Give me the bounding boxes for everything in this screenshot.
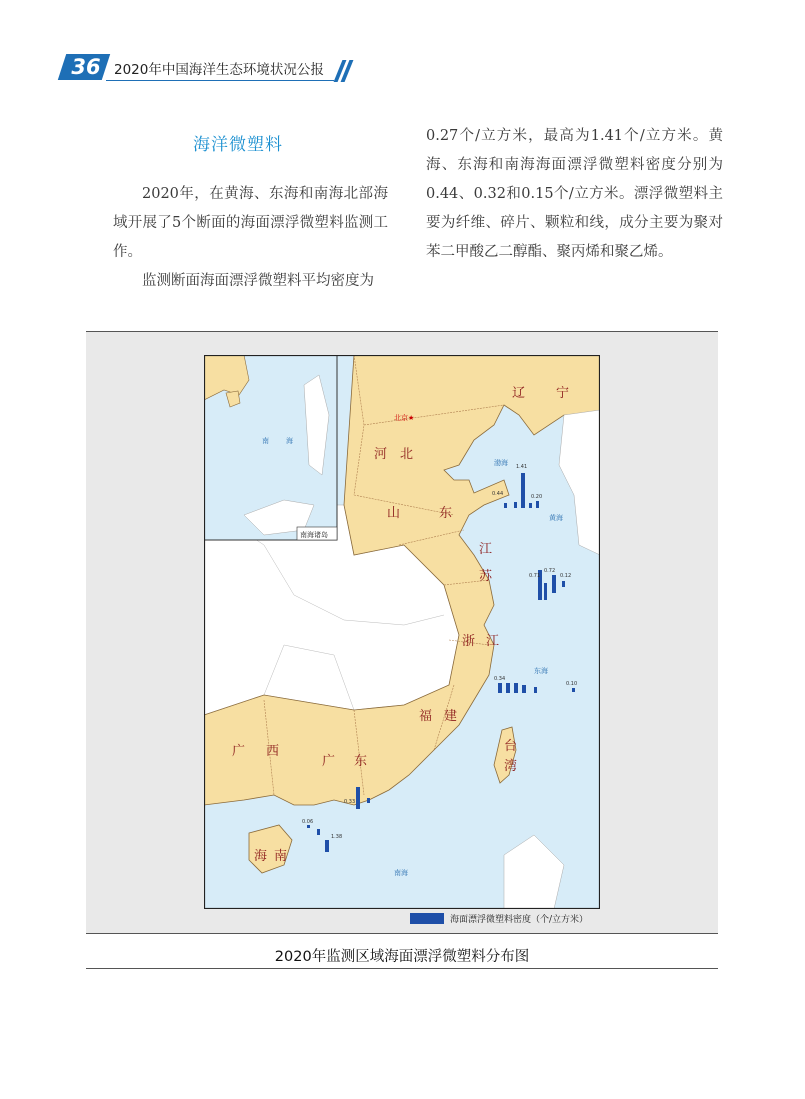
svg-text:广: 广 bbox=[322, 754, 336, 769]
svg-text:河: 河 bbox=[374, 447, 388, 462]
svg-text:广: 广 bbox=[232, 744, 246, 759]
svg-text:西: 西 bbox=[266, 744, 280, 759]
svg-text:0.71: 0.71 bbox=[529, 573, 541, 579]
svg-text:台: 台 bbox=[504, 739, 518, 754]
svg-text:0.06: 0.06 bbox=[302, 819, 314, 825]
svg-text:0.34: 0.34 bbox=[494, 676, 506, 682]
svg-text:福: 福 bbox=[419, 709, 433, 724]
svg-text:北京★: 北京★ bbox=[394, 414, 415, 422]
svg-text:0.12: 0.12 bbox=[560, 573, 572, 579]
figure-caption: 2020年监测区域海面漂浮微塑料分布图 bbox=[274, 949, 530, 965]
page-header bbox=[62, 52, 352, 82]
svg-text:东海: 东海 bbox=[534, 667, 548, 675]
paragraph: 监测断面海面漂浮微塑料平均密度为 bbox=[142, 273, 374, 289]
svg-text:南: 南 bbox=[262, 437, 269, 445]
svg-text:0.72: 0.72 bbox=[544, 568, 556, 574]
svg-text:苏: 苏 bbox=[479, 569, 493, 584]
legend-text: 海面漂浮微塑料密度（个/立方米） bbox=[450, 915, 589, 925]
svg-text:东: 东 bbox=[354, 754, 368, 769]
legend-swatch bbox=[410, 913, 444, 924]
svg-text:1.38: 1.38 bbox=[331, 834, 343, 840]
section-title: 海洋微塑料 bbox=[193, 135, 283, 155]
svg-text:浙: 浙 bbox=[462, 634, 476, 649]
svg-text:南海: 南海 bbox=[394, 869, 408, 877]
svg-text:建: 建 bbox=[444, 709, 458, 724]
svg-text:山: 山 bbox=[387, 506, 401, 521]
inset-label: 南海诸岛 bbox=[300, 531, 328, 539]
page-number: 36 bbox=[71, 55, 101, 79]
svg-text:海: 海 bbox=[254, 849, 268, 864]
svg-text:1.41: 1.41 bbox=[516, 464, 528, 470]
svg-text:渤海: 渤海 bbox=[494, 459, 508, 467]
svg-text:辽: 辽 bbox=[512, 386, 526, 401]
svg-text:0.44: 0.44 bbox=[492, 491, 504, 497]
svg-text:0.33: 0.33 bbox=[344, 799, 356, 805]
caption-rule bbox=[86, 968, 718, 969]
svg-text:湾: 湾 bbox=[504, 759, 518, 774]
svg-text:北: 北 bbox=[400, 447, 414, 462]
report-title: 2020年中国海洋生态环境状况公报 bbox=[114, 62, 324, 78]
svg-text:黄海: 黄海 bbox=[549, 514, 563, 522]
paragraph: 0.27个/立方米，最高为1.41个/立方米。黄海、东海和南海海面漂浮微塑料密度分别为0.44、0.32和0.15个/立方米。漂浮微塑料主要为纤维、碎片、颗粒和线，成分主要为聚对苯二甲酸乙二醇酯、聚丙烯和聚乙烯。 bbox=[426, 128, 723, 260]
svg-text:东: 东 bbox=[439, 506, 453, 521]
left-column bbox=[113, 180, 388, 296]
svg-text:江: 江 bbox=[486, 634, 500, 649]
right-column bbox=[426, 122, 723, 267]
svg-text:0.10: 0.10 bbox=[566, 681, 578, 687]
svg-text:0.20: 0.20 bbox=[531, 494, 543, 500]
monitoring-map bbox=[204, 355, 600, 909]
header-rule bbox=[106, 80, 334, 81]
paragraph: 2020年，在黄海、东海和南海北部海域开展了5个断面的海面漂浮微塑料监测工作。 bbox=[113, 186, 388, 260]
svg-text:海: 海 bbox=[286, 437, 293, 445]
svg-text:南: 南 bbox=[274, 849, 288, 864]
figure-bottom-rule bbox=[86, 933, 718, 934]
svg-text:江: 江 bbox=[479, 542, 493, 557]
svg-text:宁: 宁 bbox=[556, 386, 570, 401]
